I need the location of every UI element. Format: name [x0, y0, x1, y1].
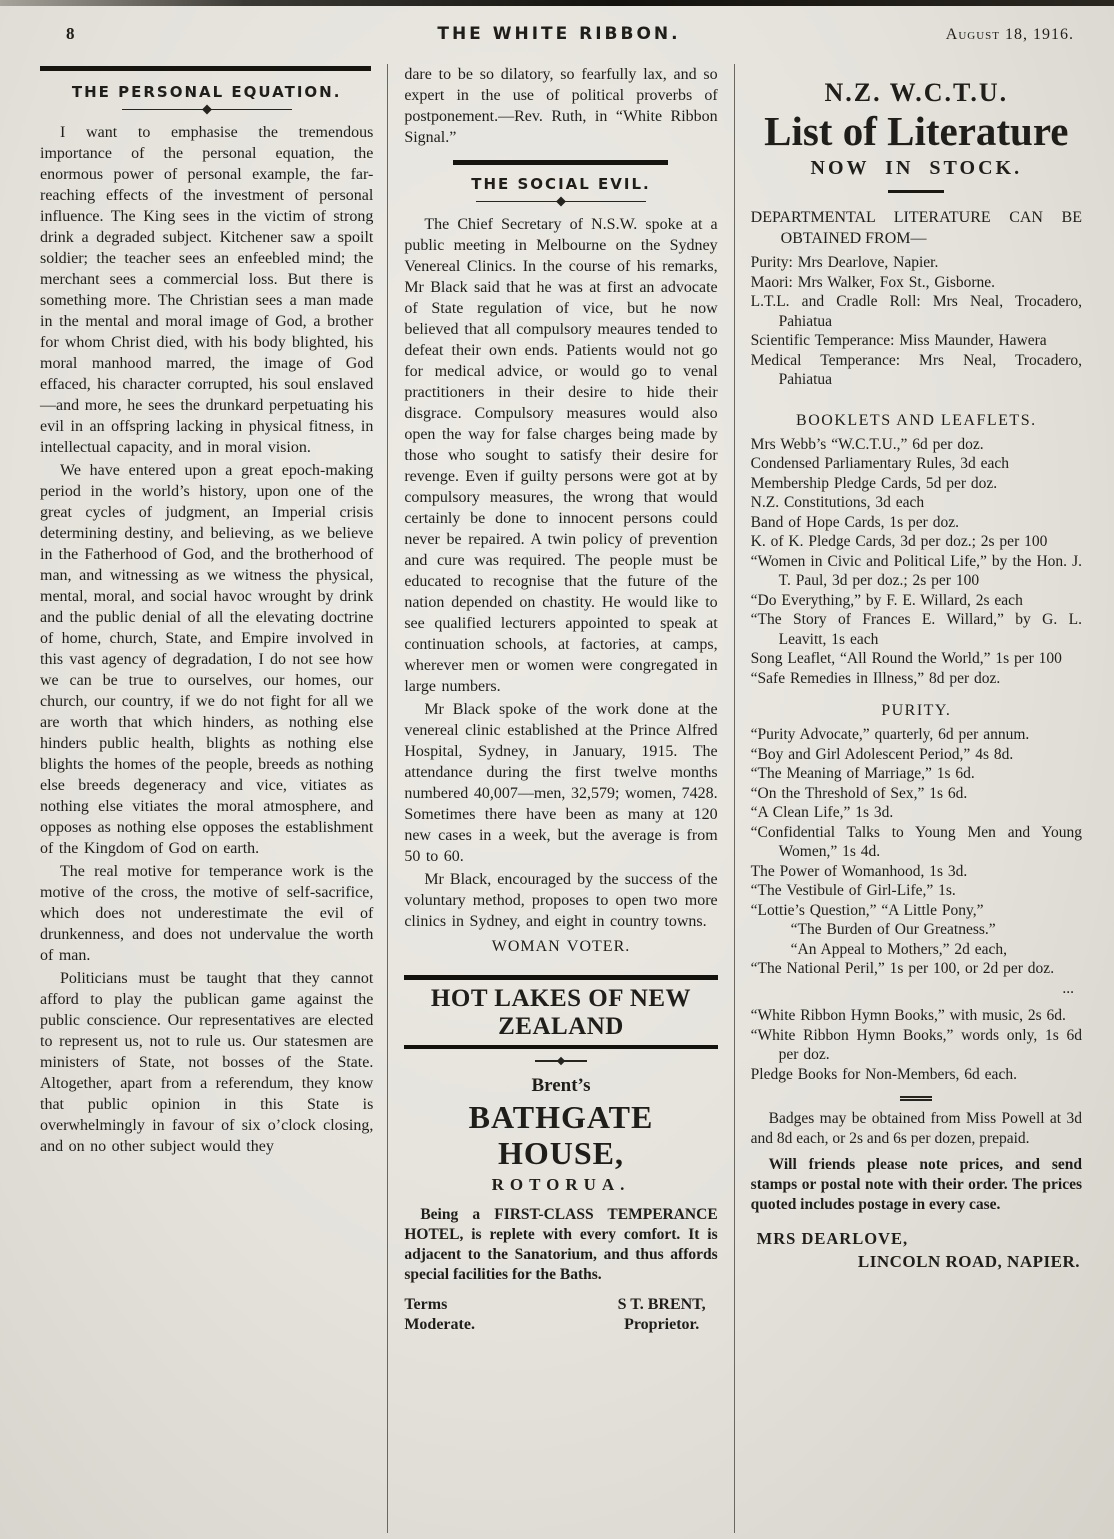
list-item: Band of Hope Cards, 1s per doz. — [750, 513, 959, 531]
column-1 — [40, 64, 387, 1533]
page-header — [40, 24, 1078, 44]
diamond-ornament-icon — [556, 197, 566, 207]
column-3 — [735, 64, 1082, 1533]
short-rule — [888, 190, 944, 193]
list-item: “Women in Civic and Political Life,” by the Hon. J. T. Paul, 3d per doz.; 2s per 100 — [750, 552, 1082, 589]
advert-hotel-name: BATHGATE HOUSE, — [468, 1099, 654, 1171]
advert-terms-line: Terms — [404, 1296, 448, 1313]
friends-note: Will friends please note prices, and send stamps or postal note with their order. The prices quoted includes postage in every case. — [750, 1156, 1082, 1213]
issue-date: August 18, 1916. — [945, 26, 1074, 43]
paragraph: I want to emphasise the tremendous importance of the personal equation, the enormous power of personal example, the far-reaching effects of the investment of personal influence. The King sees in the victim of strong drink a degraded subject. Kitchener saw a spoilt soldier; the teacher sees an enfeebled mind; the merchant sees a commercial loss. But there is something more. The Christian sees a man made in the mental and moral image of God, a brother for whom Christ died, with his body blighted, his moral manhood marred, the image of God effaced, his character corrupted, his soul enslaved—and more, he sees the drunkard perpetuating his evil in an offspring lacking in physical fitness, in intellectual capacity, and in moral vision. — [40, 124, 374, 456]
list-item: K. of K. Pledge Cards, 3d per doz.; 2s per 100 — [750, 533, 1048, 550]
list-item: “The Story of Frances E. Willard,” by G. L. Leavitt, 1s each — [750, 611, 1082, 648]
advert-footer — [404, 1295, 717, 1335]
list-item: “Do Everything,” by F. E. Willard, 2s each — [750, 591, 1023, 609]
advert-bathgate-house — [404, 975, 717, 1335]
list-item: Mrs Webb’s “W.C.T.U.,” 6d per doz. — [750, 435, 984, 453]
article-divider-rule — [453, 160, 668, 165]
list-item: “An Appeal to Mothers,” 2d each, — [790, 940, 1007, 958]
list-item: N.Z. Constitutions, 3d each — [750, 494, 925, 511]
list-item: “Purity Advocate,” quarterly, 6d per annum. — [750, 726, 1030, 743]
list-item: Scientific Temperance: Miss Maunder, Hawera — [750, 332, 1047, 349]
section-heading-booklets: BOOKLETS AND LEAFLETS. — [796, 411, 1037, 429]
paragraph: Politicians must be taught that they cannot afford to play the publican game against the public conscience. Our representatives are elected to represent us, not to rule us. Our statesmen are ministers of State, not bosses of the State. Altogether, apart from a referendum, they know that public opinion in this State is overwhelmingly in favour of six o’clock closing, and on no other subject would they — [40, 970, 374, 1155]
list-item: Song Leaflet, “All Round the World,” 1s per 100 — [750, 650, 1062, 667]
list-item: Condensed Parliamentary Rules, 3d each — [750, 455, 1010, 472]
section-divider-dashes — [900, 1096, 932, 1101]
list-item: “The Burden of Our Greatness.” — [790, 921, 996, 938]
paragraph: We have entered upon a great epoch-making period in the world’s history, upon one of the great cycles of judgment, an Imperial crisis determining destiny, and believing, as we believe in the Fatherhood of God, and the brotherhood of man, and witnessing as we witness the physical, mental, moral, and social havoc wrought by drink and the public denial of all the elevating doctrine of home, church, State, and Empire involved in this vast agency of degradation, I do not see how we can be true to ourselves, our homes, our church, our country, if we do not fight for all we are worth that which hinders, as nothing else hinders public health, blights as nothing else blights the homes of the people, breeds as nothing else breeds degeneracy and vice, vitiates as nothing else vitiates the moral atmosphere, and opposes as nothing else opposes the establishment of the Kingdom of God on earth. — [40, 462, 374, 857]
advert-brand: Brent’s — [531, 1075, 591, 1096]
list-item: Medical Temperance: Mrs Neal, Trocadero, Pahiatua — [750, 351, 1082, 388]
advert-terms-line: Moderate. — [404, 1316, 475, 1333]
list-item: “On the Threshold of Sex,” 1s 6d. — [750, 784, 968, 802]
literature-list-subtitle: NOW IN STOCK. — [810, 157, 1023, 179]
paragraph-continuation: dare to be so dilatory, so fearfully lax, and so expert in the use of political proverbs of postponement.—Rev. Ruth, in “White Ribbon Signal.” — [404, 66, 718, 146]
advert-terms — [404, 1295, 475, 1335]
list-item: Purity: Mrs Dearlove, Napier. — [750, 254, 939, 271]
list-item: Membership Pledge Cards, 5d per doz. — [750, 474, 998, 492]
list-item: “The Vestibule of Girl-Life,” 1s. — [750, 882, 956, 899]
list-item: “White Ribbon Hymn Books,” words only, 1s 6d per doz. — [750, 1026, 1082, 1063]
signature-name: MRS DEARLOVE, — [756, 1229, 909, 1248]
heading-ornament — [476, 201, 646, 202]
list-item: L.T.L. and Cradle Roll: Mrs Neal, Trocadero, Pahiatua — [750, 293, 1082, 330]
page-number: 8 — [66, 24, 75, 43]
paragraph: Mr Black, encouraged by the success of the voluntary method, proposes to open two more clinics in Sydney, and eight in country towns. — [404, 871, 718, 930]
diamond-ornament-icon — [202, 105, 212, 115]
badges-note: Badges may be obtained from Miss Powell at 3d and 8d each, or 2s and 6s per dozen, prepaid. — [750, 1110, 1082, 1147]
list-item: Pledge Books for Non-Members, 6d each. — [750, 1065, 1017, 1083]
heading-ornament — [122, 109, 292, 110]
list-item: “Safe Remedies in Illness,” 8d per doz. — [750, 669, 1001, 687]
list-item: The Power of Womanhood, 1s 3d. — [750, 862, 968, 880]
list-item: “The National Peril,” 1s per 100, or 2d per doz. — [750, 960, 1055, 977]
scan-edge — [0, 0, 1114, 6]
departmental-heading: DEPARTMENTAL LITERATURE CAN BE OBTAINED FROM— — [750, 209, 1082, 247]
diamond-ornament-icon — [557, 1057, 565, 1065]
advert-banner: HOT LAKES OF NEW ZEALAND — [404, 975, 717, 1049]
column-2 — [387, 64, 734, 1533]
advert-proprietor — [618, 1295, 718, 1335]
article-title-personal-equation: THE PERSONAL EQUATION. — [71, 83, 342, 101]
article-title-social-evil: THE SOCIAL EVIL. — [471, 175, 651, 193]
advert-location: ROTORUA. — [491, 1175, 631, 1194]
list-item: “White Ribbon Hymn Books,” with music, 2s 6d. — [750, 1007, 1066, 1024]
article-byline: WOMAN VOTER. — [491, 938, 631, 955]
list-item: “Lottie’s Question,” “A Little Pony,” — [750, 901, 984, 919]
signature-address: LINCOLN ROAD, NAPIER. — [857, 1252, 1080, 1271]
advert-body: Being a FIRST-CLASS TEMPERANCE HOTEL, is replete with every comfort. It is adjacent to the Sanatorium, and thus affords special facilities for the Baths. — [404, 1206, 718, 1283]
list-item-ellipsis: ... — [1062, 979, 1074, 997]
list-item: “Confidential Talks to Young Men and Young Women,” 1s 4d. — [750, 823, 1082, 860]
advert-proprietor-name: S T. BRENT, — [617, 1296, 706, 1313]
literature-list-title: List of Literature — [764, 108, 1069, 154]
spacer — [751, 998, 1082, 1006]
list-item: Maori: Mrs Walker, Fox St., Gisborne. — [750, 273, 996, 291]
list-item: “The Meaning of Marriage,” 1s 6d. — [750, 765, 975, 782]
paragraph: Mr Black spoke of the work done at the venereal clinic established at the Prince Alfred Hospital, Sydney, in January, 1915. The attendance during the first twelve months numbered 40,007—men, 32,579; women, 7428. Sometimes there have been as many at 120 new cases in a week, but the average is from 50 to 60. — [404, 701, 718, 865]
paragraph: The real motive for temperance work is the motive of the cross, the motive of self-sacrifice, which does not underestimate the evil of drunkenness, and does not undervalue the worth of man. — [40, 863, 374, 964]
section-heading-purity: PURITY. — [881, 702, 952, 719]
advert-ornament — [535, 1060, 587, 1062]
list-item: “Boy and Girl Adolescent Period,” 4s 8d. — [750, 745, 1014, 763]
advert-proprietor-title: Proprietor. — [624, 1316, 700, 1333]
literature-org-name: N.Z. W.C.T.U. — [824, 78, 1009, 107]
list-item: “A Clean Life,” 1s 3d. — [750, 804, 894, 821]
spacer — [751, 390, 1082, 398]
masthead-title: THE WHITE RIBBON. — [437, 24, 681, 44]
column-top-rule — [40, 66, 371, 71]
columns — [40, 64, 1082, 1533]
paragraph: The Chief Secretary of N.S.W. spoke at a public meeting in Melbourne on the Sydney Venereal Clinics. In the course of his remarks, Mr Black said that he was at first an advocate of State regulation of vice, but he now believed that all compulsory meaures tended to defeat their own ends. Patients would not go for medical advice, or would go to venal practitioners in their desire to hide their disgrace. Compulsory measures would also open the way for false charges being made by those who sought to satisfy their desire for revenge. Even if guilty persons were got at by compulsory measures, the wrong that would certainly be done to innocent persons could never be repaired. A twin policy of prevention and cure was required. The people must be educated to recognise that the future of the nation depended on chastity. He would like to see qualified lecturers appointed to speak at continuation schools, at factories, at camps, wherever men or women were congregated in large numbers. — [404, 216, 718, 695]
